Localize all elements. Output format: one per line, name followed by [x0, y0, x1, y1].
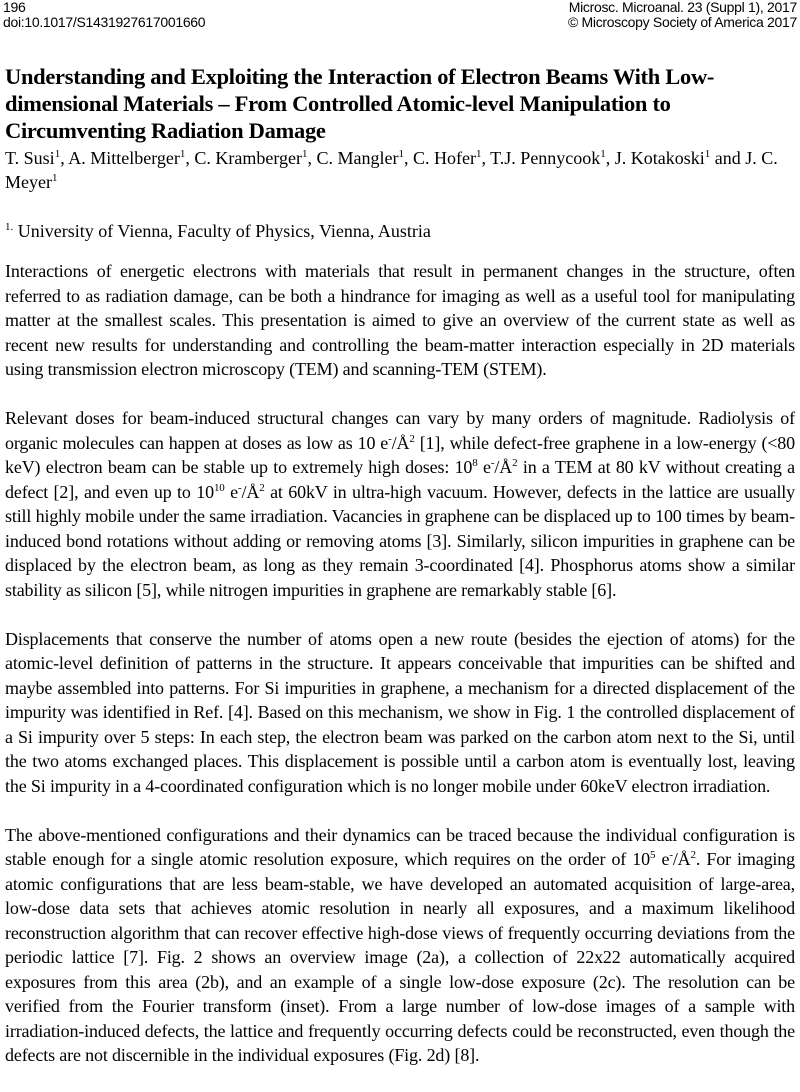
paper-title: Understanding and Exploiting the Interaction of Electron Beams With Low-dimensional Materials – From Controlled Atomic-level Manipulation to Circumventing Radiation Damage [5, 64, 715, 143]
author-name: C. Hofer [412, 148, 476, 168]
superscript: - [490, 457, 495, 469]
text-run: Displacements that conserve the number of atoms open a new route (besides the ejection of atoms) for the atomic-level definition of patterns in the structure. It appears conceivable that impurities can be shifted and maybe assembled into patterns. For Si impurities in graphene, a mechanism for a directed displacement of the impurity was identified in Ref. [4]. Based on this mechanism, we show in Fig. 1 the controlled displacement of a Si impurity over 5 steps: In each step, the electron beam was parked on the carbon atom next to the Si, until the two atoms exchanged places. This displacement is possible until a carbon atom is eventually lost, leaving the Si impurity in a 4-coordinated configuration which is no longer mobile under 60keV electron irradiation. [5, 628, 795, 796]
paragraph [5, 406, 795, 602]
author-name: C. Mangler [316, 148, 399, 168]
author-separator: , [605, 148, 615, 168]
text-run: /Å [241, 481, 260, 502]
author-name: C. Kramberger [194, 148, 302, 168]
author-name: J. C. Meyer [5, 148, 778, 192]
author-affiliation-mark: 1 [51, 172, 58, 184]
author-affiliation-mark: 1 [475, 148, 482, 160]
text-run: /Å [494, 457, 513, 477]
superscript: 8 [472, 457, 478, 469]
author-separator: and [710, 148, 746, 168]
page-number: 196 [3, 0, 26, 15]
superscript: - [669, 849, 673, 861]
author-separator: , [403, 148, 413, 168]
author-separator: , [481, 148, 491, 168]
author-name: A. Mittelberger [68, 148, 180, 168]
text-run: e [224, 481, 238, 502]
author-name: T. Susi [5, 148, 55, 168]
author-affiliation-mark: 1 [398, 148, 404, 160]
text-run: at 60kV in ultra-high vacuum. However, defects in the lattice are usually still highly mobile under the same irradiation. Vacancies in graphene can be displaced up to 100 times by beam-induced bond rotations without adding or removing atoms [3]. Similarly, silicon impurities in graphene can be displaced by the electron beam, as long as they remain 3-coordinated [4]. Phosphorus atoms show a similar stability as silicon [5], while nitrogen impurities in graphene are remarkably stable [6]. [5, 481, 795, 600]
copyright: © Microscopy Society of America 2017 [567, 14, 797, 30]
author-separator: , [60, 148, 69, 168]
header-left [3, 0, 205, 30]
text-run: [1], while defect-free graphene in a low-energy (<80 keV) electron beam can be stable up to extremely high doses: 10 [5, 432, 795, 477]
author-name: T.J. Pennycook [490, 148, 601, 168]
superscript: 2 [259, 481, 265, 494]
superscript: 2 [690, 849, 696, 861]
header-right [568, 0, 797, 30]
affiliation-mark: 1. [5, 221, 14, 233]
superscript: 5 [649, 849, 656, 861]
text-run: Interactions of energetic electrons with materials that result in permanent changes in the structure, often referred to as radiation damage, can be both a hindrance for imaging as well as a useful tool for manipulating matter at the smallest scales. This presentation is aimed to give an overview of the current state as well as recent new results for understanding and controlling the beam-matter interaction especially in 2D materials using transmission electron microscopy (TEM) and scanning-TEM (STEM). [5, 261, 795, 379]
author-affiliation-mark: 1 [704, 148, 711, 160]
text-run: e [655, 849, 670, 869]
text-run: Relevant doses for beam-induced structural changes can vary by many orders of magnitude. Radiolysis of organic molecules can happen at doses as low as 10 e [5, 408, 795, 453]
abstract-body [5, 259, 795, 1092]
text-run: /Å [672, 849, 691, 869]
author-list [5, 146, 795, 194]
author-separator: , [307, 148, 317, 168]
paragraph [5, 627, 795, 799]
doi[interactable]: doi:10.1017/S1431927617001660 [3, 14, 206, 30]
affiliation-text: University of Vienna, Faculty of Physics, Vienna, Austria [13, 221, 431, 241]
text-run: . For imaging atomic configurations that are less beam-stable, we have developed an automated acquisition of large-area, low-dose data sets that achieves atomic resolution in nearly all exposures, and a maximum likelihood reconstruction algorithm that can recover effective high-dose views of frequently occurring deviations from the periodic lattice [7]. Fig. 2 shows an overview image (2a), a collection of 22x22 automatically acquired exposures from this area (2b), and an example of a single low-dose exposure (2c). The resolution can be verified from the Fourier transform (inset). From a large number of low-dose images of a sample with irradiation-induced defects, the lattice and frequently occurring defects could be reconstructed, even though the defects are not discernible in the individual exposures (Fig. 2d) [8]. [5, 849, 795, 1065]
paragraph [5, 259, 795, 382]
text-run: The above-mentioned configurations and their dynamics can be traced because the individual configuration is stable enough for a single atomic resolution exposure, which requires on the order of 10 [5, 824, 795, 869]
superscript: - [388, 432, 392, 445]
author-affiliation-mark: 1 [301, 148, 308, 160]
affiliation [5, 219, 431, 243]
text-run: in a TEM at 80 kV without creating a defect [2], and even up to 10 [5, 457, 795, 502]
author-affiliation-mark: 1 [600, 148, 606, 160]
text-run: e [477, 457, 491, 477]
author-affiliation-mark: 1 [179, 148, 186, 160]
author-affiliation-mark: 1 [54, 148, 61, 160]
superscript: 2 [512, 457, 518, 469]
author-separator: , [185, 148, 195, 168]
superscript: 10 [213, 481, 225, 494]
superscript: 2 [409, 432, 415, 445]
paragraph [5, 823, 795, 1068]
author-name: J. Kotakoski [614, 148, 705, 168]
text-run: /Å [391, 432, 410, 453]
journal-citation: Microsc. Microanal. 23 (Suppl 1), 2017 [568, 0, 797, 15]
superscript: - [238, 481, 242, 494]
